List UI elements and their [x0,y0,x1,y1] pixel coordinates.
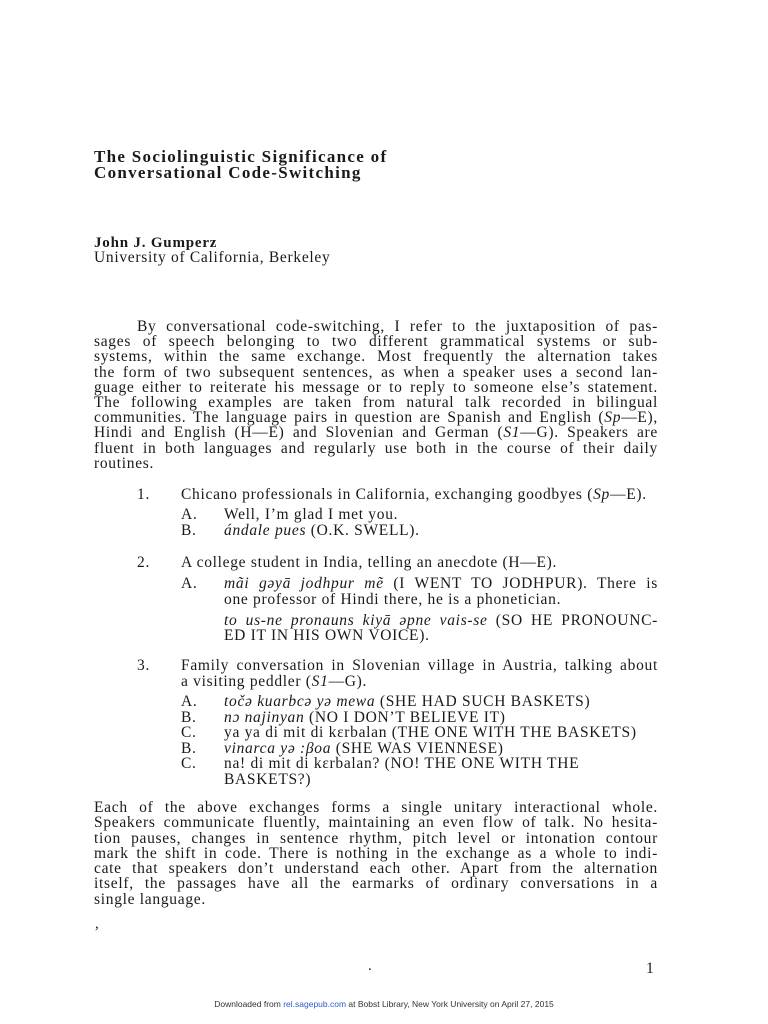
footer-text: at Bobst Library, New York University on April 27, 2015 [346,999,554,1009]
paragraph-line: Speakers communicate fluently, maintaining an even flow of talk. No hesita- [94,814,658,832]
page-number: 1 [646,960,655,977]
english-gloss: (O.K. SWELL). [306,522,420,539]
intro-paragraph [94,319,658,471]
original-utterance: vinarca yə :βoa [224,740,332,757]
paragraph-line: guage either to reiterate his message or to reply to someone else’s statement. [94,378,658,396]
paragraph-line: systems, within the same exchange. Most frequently the alternation takes [94,348,658,366]
paragraph-line: itself, the passages have all the earmarks of ordinary conversations in a [94,875,658,893]
turn-text: ya ya di mit di kɛrbalan (THE ONE WITH THE BASKETS) [224,724,637,741]
line-text: Hindi and English (H—E) and Slovenian and German ( [94,424,504,442]
paragraph-line: sages of speech belonging to two different grammatical systems or sub- [94,333,658,351]
paragraph-line: Each of the above exchanges forms a single unitary interactional whole. [94,799,658,816]
footer-text: Downloaded from [214,999,284,1009]
scan-mark: . [368,958,372,974]
scan-mark: , [95,916,99,932]
original-utterance: to us-ne pronauns kiyā əpne vais-se [224,612,488,629]
context-text: Chicano professionals in California, exchanging goodbyes ( [181,486,594,503]
download-footer [0,999,768,1009]
author-affiliation: University of California, Berkeley [94,249,331,266]
line-text: —E), [621,409,658,427]
paragraph-line [94,425,658,440]
example-context: A college student in India, telling an anecdote (H—E). [181,554,558,571]
example-number: 2. [137,554,151,571]
article-title-line-1: The Sociolinguistic Significance of [94,147,388,166]
english-gloss: (SO HE PRONOUNC- [487,612,658,629]
turn-text [224,576,658,592]
speaker-label: A. [181,575,198,592]
speaker-label: C. [181,755,197,772]
language-code: Sp [604,409,622,427]
paragraph-line: the form of two subsequent sentences, as when a speaker uses a second lan- [94,363,658,381]
turn-continuation: BASKETS?) [224,771,312,788]
original-utterance: točə kuarbcə yə mewa [224,693,376,710]
closing-paragraph [94,800,658,907]
english-gloss: (SHE HAD SUCH BASKETS) [375,693,591,710]
paragraph-line [94,410,658,425]
english-gloss: (I WENT TO JODHPUR). There is [383,575,658,592]
original-utterance: mãi gəyā jodhpur mẽ [224,575,384,592]
line-text: communities. The language pairs in question are Spanish and English ( [94,409,605,427]
turn-text [224,523,420,539]
english-gloss: (NO I DON’T BELIEVE IT) [304,709,506,726]
paragraph-line: mark the shift in code. There is nothing in the exchange as a whole to indi- [94,844,658,862]
paragraph-line: cate that speakers don’t understand each other. Apart from the alternation [94,860,658,878]
context-text: —G). [328,673,368,690]
publisher-link[interactable]: rel.sagepub.com [283,999,347,1009]
turn-text: Well, I’m glad I met you. [224,506,399,523]
context-text: a visiting peddler ( [181,673,312,690]
line-text: —G). Speakers are [520,424,658,442]
paragraph-line: routines. [94,454,155,472]
paragraph-line: fluent in both languages and regularly use both in the course of their daily [94,439,658,457]
paragraph-line: By conversational code-switching, I refer to the juxtaposition of pas- [137,318,658,335]
language-code: Sp [593,486,610,503]
example-number: 3. [137,657,151,674]
author-name: John J. Gumperz [94,235,218,251]
paragraph-line: tion pauses, changes in sentence rhythm, pitch level or intonation contour [94,829,658,847]
original-utterance: nɔ najinyan [224,709,305,726]
turn-text [224,694,590,710]
context-text: —E). [610,486,647,503]
speaker-label: B. [181,522,197,539]
speaker-label: A. [181,506,198,523]
example-context [181,487,647,503]
speaker-label: C. [181,724,197,741]
example-context: Family conversation in Slovenian village in Austria, talking about [181,657,658,674]
article-title-line-2: Conversational Code-Switching [94,163,362,182]
language-code: S1 [311,673,329,690]
turn-continuation: ED IT IN HIS OWN VOICE). [224,627,430,644]
example-number: 1. [137,486,151,503]
original-utterance: ándale pues [224,522,307,539]
speaker-label: A. [181,693,198,710]
language-code: S1 [503,424,521,442]
speaker-label: B. [181,709,197,726]
speaker-label: B. [181,740,197,757]
paragraph-line: The following examples are taken from natural talk recorded in bilingual [94,393,658,411]
turn-continuation: one professor of Hindi there, he is a phonetician. [224,591,562,608]
example-context [181,674,367,690]
turn-text: na! di mit di kɛrbalan? (NO! THE ONE WITH THE [224,755,580,772]
english-gloss: (SHE WAS VIENNESE) [331,740,504,757]
paragraph-line: single language. [94,890,206,908]
